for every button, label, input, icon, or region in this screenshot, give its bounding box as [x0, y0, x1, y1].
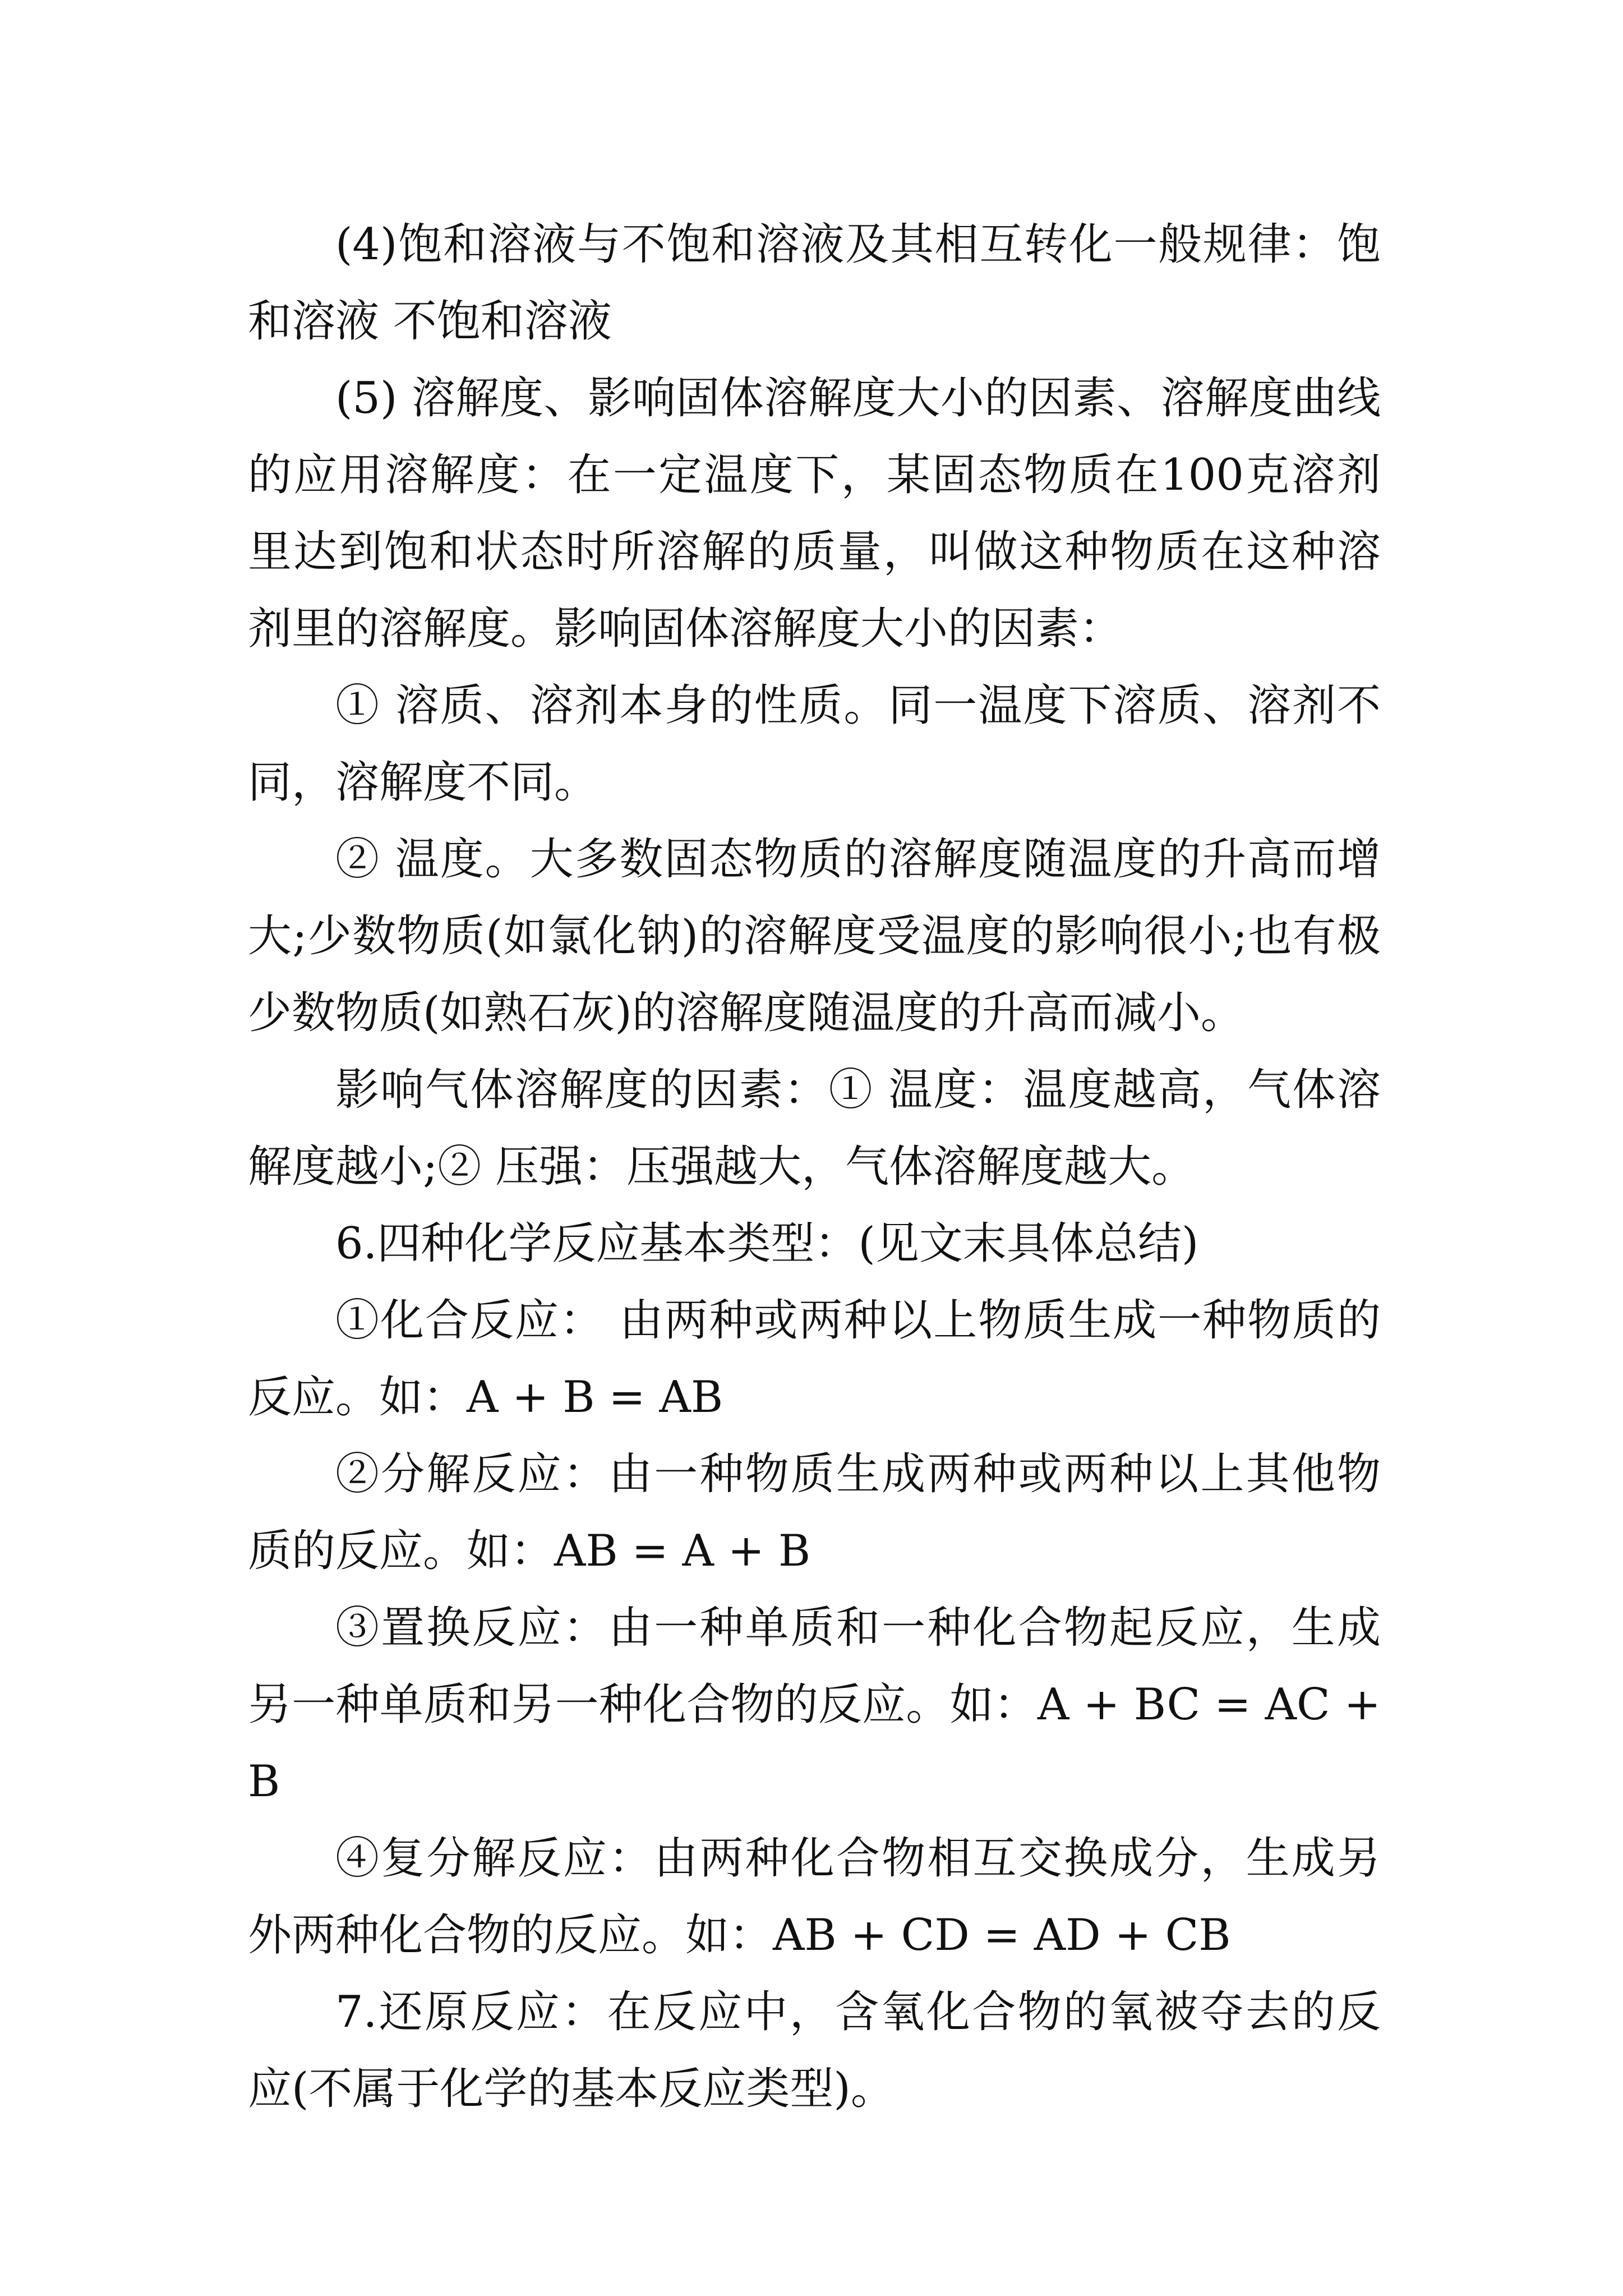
paragraph-reduction-reaction: 7.还原反应：在反应中，含氧化合物的氧被夺去的反应(不属于化学的基本反应类型)。 [248, 1987, 1381, 2114]
paragraph-double-decomposition-reaction: ④复分解反应：由两种化合物相互交换成分，生成另外两种化合物的反应。如：AB + CD = AD + CB [248, 1833, 1381, 1961]
paragraph-factor-nature: ① 溶质、溶剂本身的性质。同一温度下溶质、溶剂不同，溶解度不同。 [248, 680, 1381, 808]
document-body [248, 206, 1381, 2128]
paragraph-factor-temperature: ② 温度。大多数固态物质的溶解度随温度的升高而增大;少数物质(如氯化钠)的溶解度受温度的影响很小;也有极少数物质(如熟石灰)的溶解度随温度的升高而减小。 [248, 834, 1381, 1038]
paragraph-saturated-solution: (4)饱和溶液与不饱和溶液及其相互转化一般规律：饱和溶液 不饱和溶液 [248, 219, 1381, 347]
paragraph-displacement-reaction: ③置换反应：由一种单质和一种化合物起反应，生成另一种单质和另一种化合物的反应。如：A + BC = AC + B [248, 1603, 1381, 1807]
paragraph-solubility-definition: (5) 溶解度、影响固体溶解度大小的因素、溶解度曲线的应用溶解度：在一定温度下，某固态物质在100克溶剂里达到饱和状态时所溶解的质量，叫做这种物质在这种溶剂里的溶解度。影响固体溶解度大小的因素： [248, 373, 1381, 654]
paragraph-reaction-types-heading: 6.四种化学反应基本类型：(见文末具体总结) [335, 1218, 1199, 1269]
paragraph-gas-solubility: 影响气体溶解度的因素：① 温度：温度越高，气体溶解度越小;② 压强：压强越大，气体溶解度越大。 [248, 1065, 1381, 1192]
paragraph-decomposition-reaction: ②分解反应：由一种物质生成两种或两种以上其他物质的反应。如：AB = A + B [248, 1449, 1381, 1576]
paragraph-combination-reaction: ①化合反应： 由两种或两种以上物质生成一种物质的反应。如：A + B = AB [248, 1295, 1381, 1423]
